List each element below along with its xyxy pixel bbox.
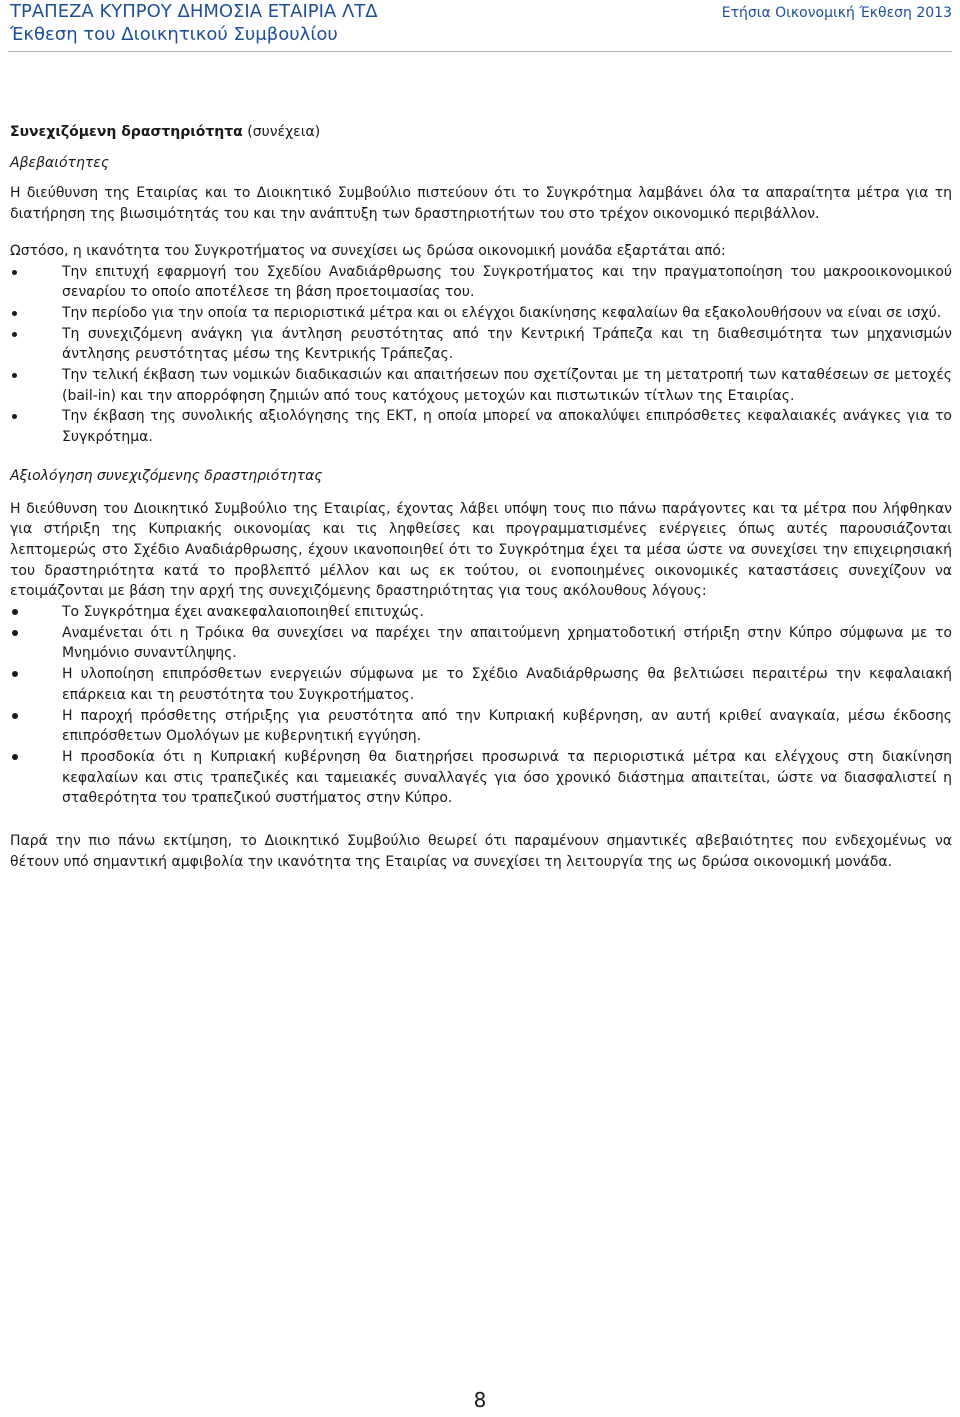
section-heading-bold: Συνεχιζόμενη δραστηριότητα: [10, 124, 243, 140]
company-name: ΤΡΑΠΕΖΑ ΚΥΠΡΟΥ ΔΗΜΟΣΙΑ ΕΤΑΙΡΙΑ ΛΤΔ: [10, 1, 378, 22]
assessment-heading: Αξιολόγηση συνεχιζόμενης δραστηριότητας: [10, 467, 323, 484]
list-item: Η προσδοκία ότι η Κυπριακή κυβέρνηση θα διατηρήσει προσωρινά τα περιοριστικά μέτρα και ελέγχους στη διακίνηση κεφαλαίων και στις τραπεζικές και ταμειακές συναλλαγές για όσο χρονικό διάστημα απαιτείται, ώστε να διασφαλιστεί η σταθερότητα του τραπεζικού συστήματος στην Κύπρο.: [10, 747, 952, 809]
document-body: [10, 122, 952, 873]
list-item: Το Συγκρότημα έχει ανακεφαλαιοποιηθεί επιτυχώς.: [10, 602, 952, 623]
list-item: Αναμένεται ότι η Τρόικα θα συνεχίσει να παρέχει την απαιτούμενη χρηματοδοτική στήριξη στην Κύπρο σύμφωνα με το Μνημόνιο συναντίληψης.: [10, 623, 952, 664]
report-section-title: Έκθεση του Διοικητικού Συμβουλίου: [10, 24, 338, 45]
dependence-bullet-list: [10, 262, 952, 448]
paragraph-assessment: Η διεύθυνση του Διοικητικό Συμβούλιο της Εταιρίας, έχοντας λάβει υπόψη τους πιο πάνω παράγοντες και τα μέτρα που λήφθηκαν για στήριξη της Κυπριακής οικονομίας και τις ληφθείσες και προγραμματισμένες ενέργειες όπως αυτές παρουσιάζονται λεπτομερώς στο Σχέδιο Αναδιάρθρωσης, έχουν ικανοποιηθεί ότι το Συγκρότημα έχει τα μέσα ώστε να συνεχίσει την επιχειρησιακή του δραστηριότητα κατά το προβλεπτό μέλλον και ως εκ τούτου, οι ενοποιημένες οικονομικές καταστάσεις συνεχίζουν να ετοιμάζονται με βάση την αρχή της συνεχιζόμενης δραστηριότητας για τους ακόλουθους λόγους:: [10, 500, 952, 600]
list-item: Η παροχή πρόσθετης στήριξης για ρευστότητα από την Κυπριακή κυβέρνηση, αν αυτή κριθεί αναγκαία, μέσω έκδοσης επιπρόσθετων Ομολόγων με κυβερνητική εγγύηση.: [10, 706, 952, 747]
paragraph-management-belief: Η διεύθυνση της Εταιρίας και το Διοικητικό Συμβούλιο πιστεύουν ότι το Συγκρότημα λαμβάνει όλα τα απαραίτητα μέτρα για τη διατήρηση της βιωσιμότητάς του και την ανάπτυξη των δραστηριοτήτων του στο τρέχον οικονομικό περιβάλλον.: [10, 185, 952, 223]
list-item: Την έκβαση της συνολικής αξιολόγησης της ΕΚΤ, η οποία μπορεί να αποκαλύψει επιπρόσθετες κεφαλαιακές ανάγκες για το Συγκρότημα.: [10, 406, 952, 447]
list-item: Η υλοποίηση επιπρόσθετων ενεργειών σύμφωνα με το Σχέδιο Αναδιάρθρωσης θα βελτιώσει περαιτέρω την κεφαλαιακή επάρκεια και τη ρευστότητα του Συγκροτήματος.: [10, 664, 952, 705]
list-item: Την περίοδο για την οποία τα περιοριστικά μέτρα και οι ελέγχοι διακίνησης κεφαλαίων θα εξακολουθήσουν να είναι σε ισχύ.: [10, 303, 952, 324]
report-name: Ετήσια Οικονομική Έκθεση 2013: [721, 5, 952, 21]
paragraph-dependence-intro: Ωστόσο, η ικανότητα του Συγκροτήματος να συνεχίσει ως δρώσα οικονομική μονάδα εξαρτάται από:: [10, 242, 726, 259]
header-divider: [8, 51, 952, 52]
list-item: Τη συνεχιζόμενη ανάγκη για άντληση ρευστότητας από την Κεντρική Τράπεζα και τη διαθεσιμότητα των μηχανισμών άντλησης ρευστότητας μέσω της Κεντρικής Τράπεζας.: [10, 324, 952, 365]
list-item: Την επιτυχή εφαρμογή του Σχεδίου Αναδιάρθρωσης του Συγκροτήματος και την πραγματοποίηση του μακροοικονομικού σεναρίου το οποίο αποτέλεσε τη βάση προετοιμασίας του.: [10, 262, 952, 303]
section-heading: [10, 122, 952, 143]
reasons-bullet-list: [10, 602, 952, 809]
uncertainties-heading: Αβεβαιότητες: [10, 154, 110, 171]
page-header: [0, 0, 960, 50]
section-heading-suffix: (συνέχεια): [242, 124, 321, 140]
paragraph-conclusion: Παρά την πιο πάνω εκτίμηση, το Διοικητικό Συμβούλιο θεωρεί ότι παραμένουν σημαντικές αβεβαιότητες που ενδεχομένως να θέτουν υπό σημαντική αμφιβολία την ικανότητα της Εταιρίας να συνεχίσει τη λειτουργία της ως δρώσα οικονομική μονάδα.: [10, 833, 952, 870]
page-number: 8: [473, 1388, 487, 1412]
list-item: Την τελική έκβαση των νομικών διαδικασιών και απαιτήσεων που σχετίζονται με τη μετατροπή των καταθέσεων σε μετοχές (bail-in) και την απορρόφηση ζημιών από τους κατόχους μετοχών και πιστωτικών τίτλων της Εταιρίας.: [10, 365, 952, 406]
